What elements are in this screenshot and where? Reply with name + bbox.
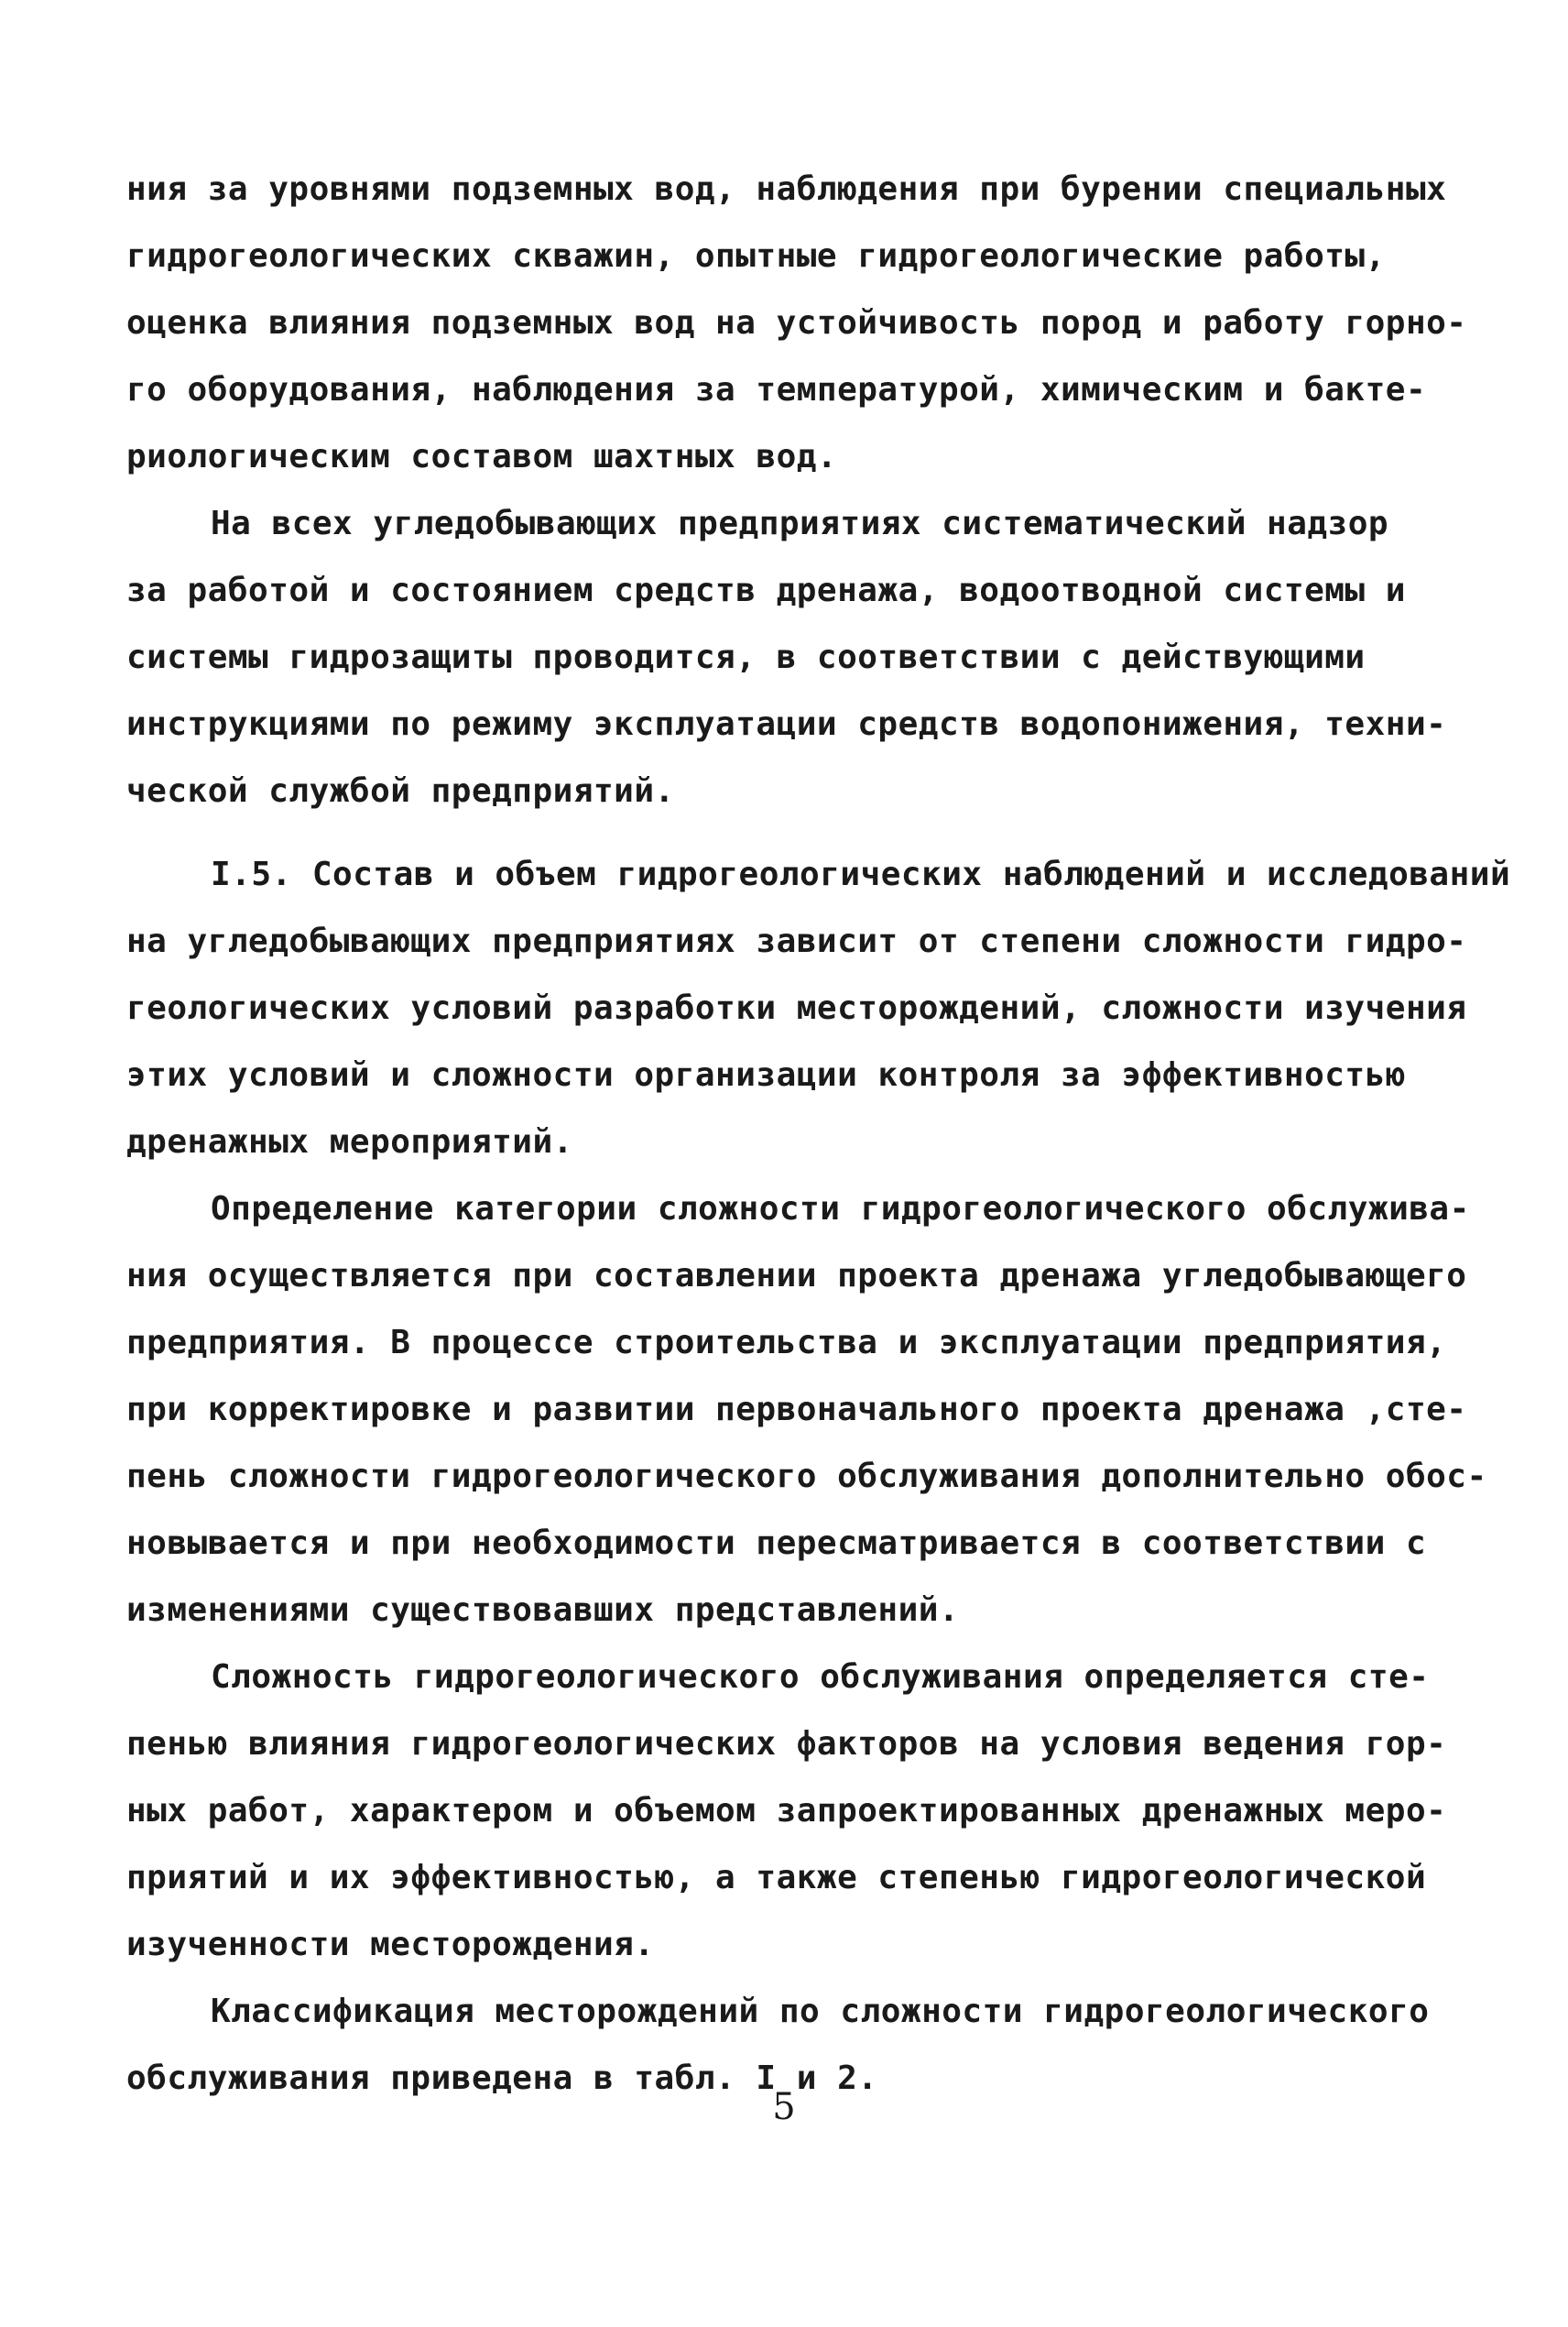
text-line: системы гидрозащиты проводится, в соответствии с действующими (126, 639, 1366, 676)
text-line: приятий и их эффективностью, а также степенью гидрогеологической (126, 1859, 1427, 1896)
text-line: дренажных мероприятий. (126, 1123, 573, 1161)
paragraph-first-line: Сложность гидрогеологического обслуживания определяется сте- (211, 1658, 1430, 1696)
paragraph-first-line: Определение категории сложности гидрогеологического обслужива- (211, 1190, 1470, 1228)
text-line: геологических условий разработки месторождений, сложности изучения (126, 989, 1467, 1027)
text-line: го оборудования, наблюдения за температурой, химическим и бакте- (126, 371, 1427, 409)
body-text (126, 156, 1511, 2112)
text-line: изученности месторождения. (126, 1926, 655, 1963)
text-line: пенью влияния гидрогеологических факторов на условия ведения гор- (126, 1725, 1447, 1763)
text-line: ния за уровнями подземных вод, наблюдения при бурении специальных (126, 170, 1447, 208)
text-line: риологическим составом шахтных вод. (126, 438, 838, 475)
paragraph-first-line: На всех угледобывающих предприятиях систематический надзор (211, 505, 1389, 542)
text-line: ния осуществляется при составлении проекта дренажа угледобывающего (126, 1257, 1467, 1295)
page-number: 5 (772, 2086, 796, 2128)
text-line: за работой и состоянием средств дренажа, водоотводной системы и (126, 572, 1406, 609)
paragraph-first-line: Классификация месторождений по сложности гидрогеологического (211, 1993, 1430, 2030)
text-line: ческой службой предприятий. (126, 772, 675, 810)
text-line: инструкциями по режиму эксплуатации средств водопонижения, техни- (126, 705, 1447, 743)
text-line: на угледобывающих предприятиях зависит от степени сложности гидро- (126, 923, 1467, 960)
text-line: ных работ, характером и объемом запроектированных дренажных меро- (126, 1792, 1447, 1830)
text-line: предприятия. В процессе строительства и эксплуатации предприятия, (126, 1324, 1447, 1361)
text-line: пень сложности гидрогеологического обслуживания дополнительно обос- (126, 1458, 1487, 1495)
text-line: гидрогеологических скважин, опытные гидрогеологические работы, (126, 237, 1386, 275)
text-line: оценка влияния подземных вод на устойчивость пород и работу горно- (126, 304, 1467, 342)
text-line: при корректировке и развитии первоначального проекта дренажа ,сте- (126, 1391, 1467, 1428)
text-line: новывается и при необходимости пересматривается в соответствии с (126, 1524, 1427, 1562)
section-heading-line: I.5. Состав и объем гидрогеологических наблюдений и исследований (211, 856, 1511, 893)
text-line: обслуживания приведена в табл. I и 2. (126, 2059, 878, 2097)
text-line: этих условий и сложности организации контроля за эффективностью (126, 1056, 1406, 1094)
text-line: изменениями существовавших представлений. (126, 1591, 960, 1629)
